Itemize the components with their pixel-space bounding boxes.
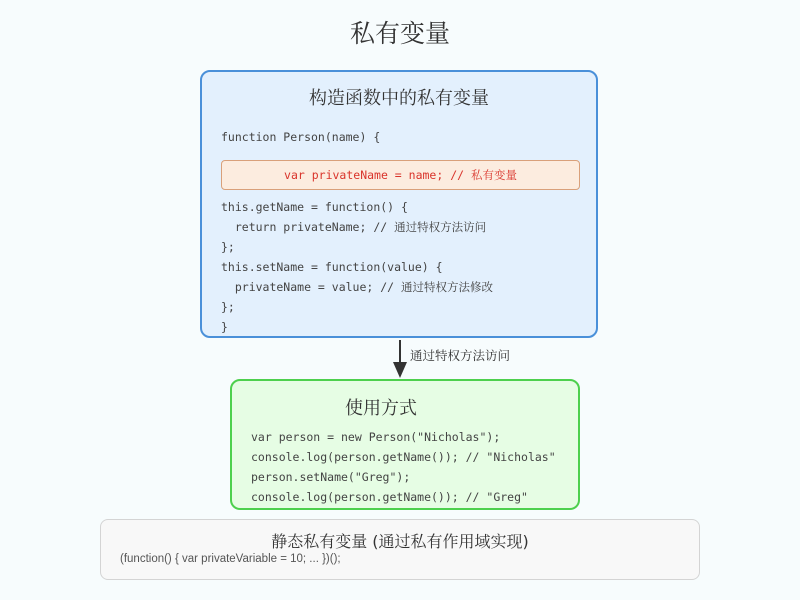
static-private-box	[100, 519, 700, 580]
code-line: this.getName = function() {	[221, 200, 408, 214]
static-box-title: 静态私有变量 (通过私有作用域实现)	[271, 532, 529, 551]
page-title: 私有变量	[349, 19, 450, 48]
constructor-box	[200, 70, 598, 338]
down-arrow	[390, 340, 410, 380]
code-line: };	[221, 300, 235, 314]
arrow-head	[393, 362, 407, 378]
code-line: function Person(name) {	[221, 130, 381, 144]
code-line: this.setName = function(value) {	[221, 260, 443, 274]
usage-box-title: 使用方式	[345, 398, 417, 419]
code-line: };	[221, 240, 235, 254]
code-line: console.log(person.getName()); // "Greg"	[251, 490, 528, 504]
code-line: privateName = value; // 通过特权方法修改	[221, 280, 494, 294]
private-variable-highlight: var privateName = name; // 私有变量	[221, 160, 580, 190]
code-line: person.setName("Greg");	[251, 470, 411, 484]
arrow-label: 通过特权方法访问	[410, 348, 511, 363]
code-line: return privateName; // 通过特权方法访问	[221, 220, 487, 234]
code-line: }	[221, 320, 228, 334]
usage-box	[230, 379, 580, 510]
code-line: console.log(person.getName()); // "Nicholas"	[251, 450, 556, 464]
constructor-box-title: 构造函数中的私有变量	[309, 88, 489, 109]
static-box-code: (function() { var privateVariable = 10; ... })();	[120, 553, 341, 565]
code-line: var person = new Person("Nicholas");	[251, 430, 501, 444]
